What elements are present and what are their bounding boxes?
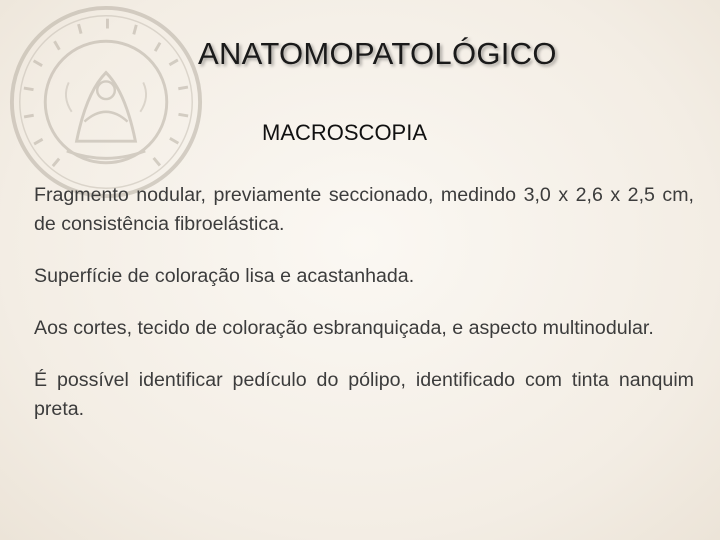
paragraph: É possível identificar pedículo do pólipo, identificado com tinta nanquim preta.: [34, 369, 694, 420]
paragraph: Aos cortes, tecido de coloração esbranquiçada, e aspecto multinodular.: [34, 317, 654, 339]
slide-subtitle: MACROSCOPIA: [262, 120, 428, 145]
paragraph: Superfície de coloração lisa e acastanhada.: [34, 265, 415, 287]
slide-title: ANATOMOPATOLÓGICO: [198, 36, 557, 71]
slide-body: [34, 181, 694, 447]
paragraph: Fragmento nodular, previamente seccionado, medindo 3,0 x 2,6 x 2,5 cm, de consistência fibroelástica.: [34, 184, 694, 235]
university-seal-icon: [4, 4, 208, 200]
